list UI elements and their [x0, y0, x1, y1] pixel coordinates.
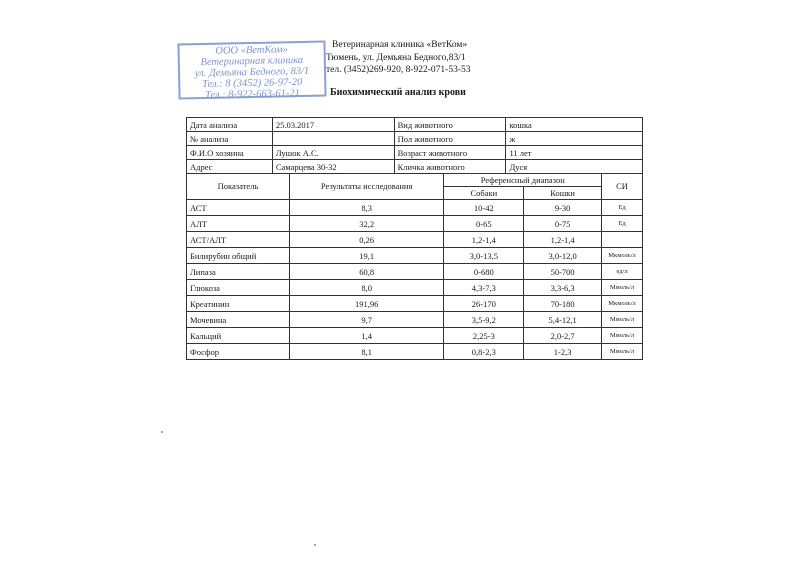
reference-cats-cell: 5,4-12,1	[524, 312, 602, 328]
indicator-cell: Мочевина	[187, 312, 290, 328]
unit-cell: Ммоль/л	[602, 280, 643, 296]
info-value: кошка	[506, 118, 643, 132]
indicator-cell: Билирубин общий	[187, 248, 290, 264]
info-value: Дуся	[506, 160, 643, 174]
stamp-line: Тел.: 8-922-663-61-21	[204, 88, 301, 101]
results-table	[186, 173, 643, 360]
info-value: Лушок А.С.	[272, 146, 394, 160]
info-row	[187, 118, 643, 132]
reference-cats-cell: 2,0-2,7	[524, 328, 602, 344]
reference-dogs-cell: 26-170	[444, 296, 524, 312]
info-label: № анализа	[187, 132, 273, 146]
header-indicator: Показатель	[187, 174, 290, 200]
result-value-cell: 9,7	[289, 312, 444, 328]
unit-cell: Ед	[602, 216, 643, 232]
result-value-cell: 32,2	[289, 216, 444, 232]
reference-dogs-cell: 3,5-9,2	[444, 312, 524, 328]
indicator-cell: Кальций	[187, 328, 290, 344]
indicator-cell: Глюкоза	[187, 280, 290, 296]
scan-speck	[314, 544, 316, 546]
unit-cell: ед/л	[602, 264, 643, 280]
result-value-cell: 8,3	[289, 200, 444, 216]
unit-cell: Ммоль/л	[602, 344, 643, 360]
info-label: Ф.И.О хозяина	[187, 146, 273, 160]
info-label: Вид животного	[394, 118, 506, 132]
reference-cats-cell: 1,2-1,4	[524, 232, 602, 248]
reference-dogs-cell: 0-680	[444, 264, 524, 280]
reference-cats-cell: 0-75	[524, 216, 602, 232]
result-row	[187, 200, 643, 216]
clinic-name: Ветеринарная клиника «ВетКом»	[332, 40, 468, 50]
indicator-cell: Липаза	[187, 264, 290, 280]
result-value-cell: 60,8	[289, 264, 444, 280]
result-row	[187, 216, 643, 232]
result-value-cell: 1,4	[289, 328, 444, 344]
reference-dogs-cell: 10-42	[444, 200, 524, 216]
header-reference: Референсный диапазон	[444, 174, 602, 187]
reference-cats-cell: 1-2,3	[524, 344, 602, 360]
result-value-cell: 8,1	[289, 344, 444, 360]
info-row	[187, 146, 643, 160]
info-label: Пол животного	[394, 132, 506, 146]
result-row	[187, 296, 643, 312]
unit-cell	[602, 232, 643, 248]
indicator-cell: АСТ	[187, 200, 290, 216]
result-row	[187, 280, 643, 296]
reference-dogs-cell: 1,2-1,4	[444, 232, 524, 248]
result-value-cell: 191,96	[289, 296, 444, 312]
reference-dogs-cell: 2,25-3	[444, 328, 524, 344]
result-row	[187, 344, 643, 360]
stamp-line: Тел.: 8 (3452) 26-97-20	[202, 76, 303, 91]
unit-cell: Ммоль/л	[602, 312, 643, 328]
reference-dogs-cell: 3,0-13,5	[444, 248, 524, 264]
reference-cats-cell: 3,3-6,3	[524, 280, 602, 296]
result-row	[187, 312, 643, 328]
document-title: Биохимический анализ крови	[330, 87, 466, 98]
indicator-cell: Креатинин	[187, 296, 290, 312]
info-label: Адрес	[187, 160, 273, 174]
unit-cell: Ммоль/л	[602, 328, 643, 344]
indicator-cell: АЛТ	[187, 216, 290, 232]
reference-cats-cell: 3,0-12,0	[524, 248, 602, 264]
reference-dogs-cell: 0,8-2,3	[444, 344, 524, 360]
clinic-address: Тюмень, ул. Демьяна Бедного,83/1	[326, 53, 466, 63]
result-value-cell: 8,0	[289, 280, 444, 296]
patient-info-table	[186, 117, 643, 174]
header-unit: СИ	[602, 174, 643, 200]
indicator-cell: АСТ/АЛТ	[187, 232, 290, 248]
scan-speck	[161, 431, 163, 433]
result-value-cell: 0,26	[289, 232, 444, 248]
info-value	[272, 132, 394, 146]
info-value: Самарцева 30-32	[272, 160, 394, 174]
info-value: ж	[506, 132, 643, 146]
info-label: Дата анализа	[187, 118, 273, 132]
header-cats: Кошки	[524, 187, 602, 200]
info-value: 25.03.2017	[272, 118, 394, 132]
reference-cats-cell: 70-180	[524, 296, 602, 312]
info-label: Кличка животного	[394, 160, 506, 174]
clinic-phones: тел. (3452)269-920, 8-922-071-53-53	[326, 65, 471, 75]
header-result: Результаты исследования	[289, 174, 444, 200]
unit-cell: Мкмоль/л	[602, 248, 643, 264]
stamp-line: ул. Демьяна Бедного, 83/1	[194, 65, 310, 80]
reference-dogs-cell: 4,3-7,3	[444, 280, 524, 296]
info-row	[187, 132, 643, 146]
result-value-cell: 19,1	[289, 248, 444, 264]
clinic-stamp	[177, 40, 326, 99]
reference-cats-cell: 9-30	[524, 200, 602, 216]
result-row	[187, 232, 643, 248]
indicator-cell: Фосфор	[187, 344, 290, 360]
reference-dogs-cell: 0-65	[444, 216, 524, 232]
header-dogs: Собаки	[444, 187, 524, 200]
unit-cell: Ед	[602, 200, 643, 216]
unit-cell: Мкмоль/л	[602, 296, 643, 312]
info-row	[187, 160, 643, 174]
info-label: Возраст животного	[394, 146, 506, 160]
stamp-line: ООО «ВетКом»	[215, 44, 288, 57]
result-row	[187, 264, 643, 280]
result-row	[187, 248, 643, 264]
stamp-line: Ветеринарная клиника	[200, 54, 304, 69]
result-row	[187, 328, 643, 344]
info-value: 11 лет	[506, 146, 643, 160]
reference-cats-cell: 50-700	[524, 264, 602, 280]
